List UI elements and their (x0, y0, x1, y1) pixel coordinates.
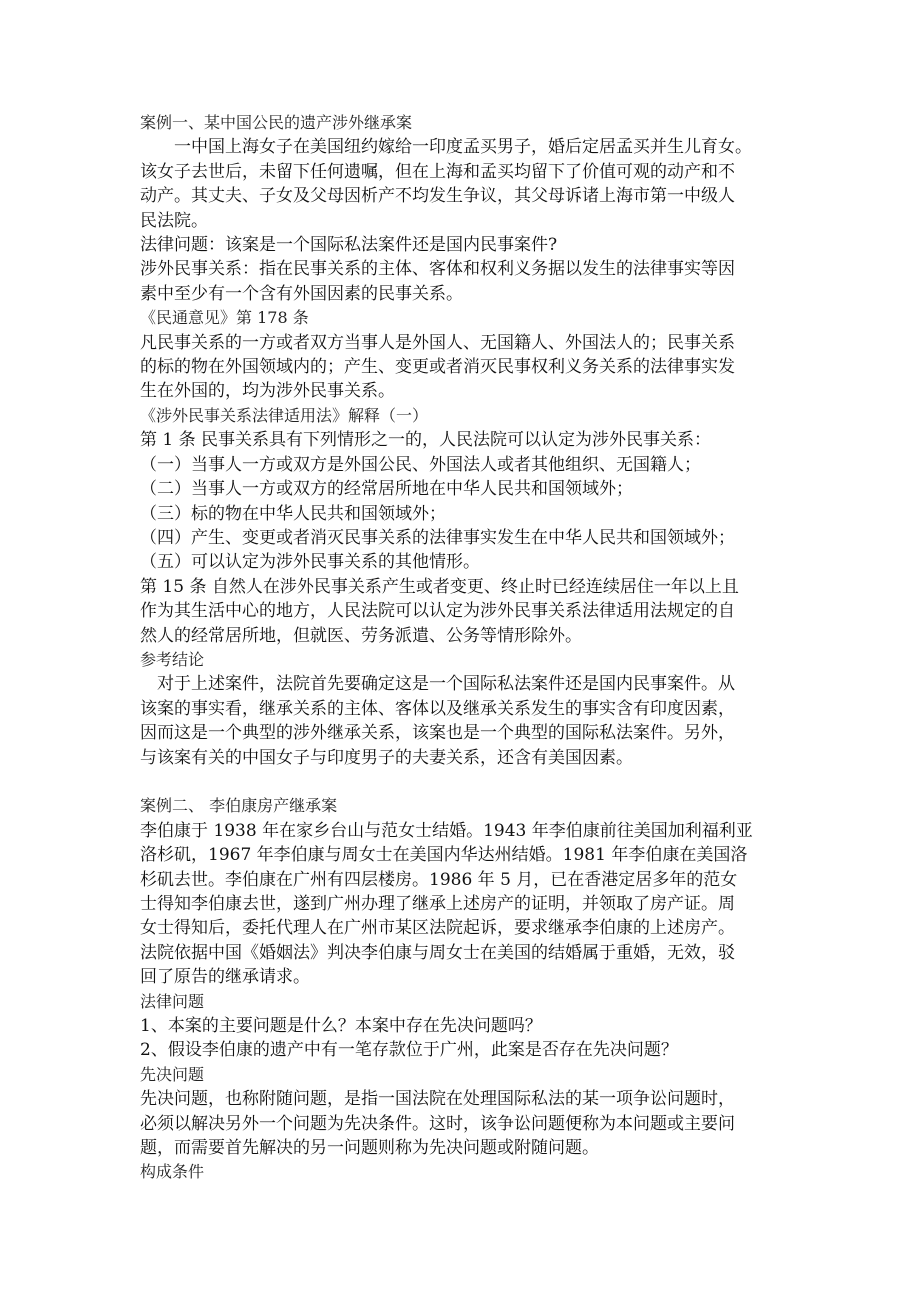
article-1: 第 1 条 民事关系具有下列情形之一的，人民法院可以认定为涉外民事关系： (140, 430, 712, 451)
article-15-line-1: 第 15 条 自然人在涉外民事关系产生或者变更、终止时已经连续居住一年以上且 (140, 576, 739, 597)
case1-title: 案例一、某中国公民的遗产涉外继承案 (140, 113, 413, 132)
question-2: 2、假设李伯康的遗产中有一笔存款位于广州，此案是否存在先决问题？ (140, 1040, 678, 1061)
opinion-line-1: 凡民事关系的一方或者双方当事人是外国人、无国籍人、外国法人的；民事关系 (140, 332, 735, 353)
case1-facts-line-2: 该女子去世后，未留下任何遗嘱，但在上海和孟买均留下了价值可观的动产和不 (140, 161, 735, 182)
case1-facts-line-3: 动产。其丈夫、子女及父母因析产不均发生争议，其父母诉诸上海市第一中级人 (140, 186, 735, 207)
case1-facts-line-4: 民法院。 (140, 210, 208, 231)
article-15-line-3: 然人的经常居所地，但就医、劳务派遣、公务等情形除外。 (140, 625, 582, 646)
case2-facts-line-4: 士得知李伯康去世，遂到广州办理了继承上述房产的证明，并领取了房产证。周 (140, 893, 735, 914)
definition-line-2: 素中至少有一个含有外国因素的民事关系。 (140, 283, 463, 304)
case1-facts-line-1: 一中国上海女子在美国纽约嫁给一印度孟买男子，婚后定居孟买并生儿育女。 (140, 137, 752, 158)
case1-legal-issue: 法律问题：该案是一个国际私法案件还是国内民事案件? (140, 235, 558, 256)
case2-facts-line-3: 杉矶去世。李伯康在广州有四层楼房。1986 年 5 月，已在香港定居多年的范女 (140, 869, 738, 890)
case2-facts-line-5: 女士得知后，委托代理人在广州市某区法院起诉，要求继承李伯康的上述房产。 (140, 918, 735, 939)
preliminary-line-2: 必须以解决另外一个问题为先决条件。这时，该争讼问题便称为本问题或主要问 (140, 1113, 735, 1134)
definition-line-1: 涉外民事关系：指在民事关系的主体、客体和权利义务据以发生的法律事实等因 (140, 259, 735, 280)
article-1-item-1: （一）当事人一方或双方是外国公民、外国法人或者其他组织、无国籍人； (140, 454, 701, 475)
opinion-line-3: 生在外国的，均为涉外民事关系。 (140, 381, 395, 402)
article-1-item-5: （五）可以认定为涉外民事关系的其他情形。 (140, 552, 480, 573)
conclusion-line-1: 对于上述案件，法院首先要确定这是一个国际私法案件还是国内民事案件。从 (140, 674, 735, 695)
section-spacer (140, 770, 820, 794)
conclusion-line-2: 该案的事实看，继承关系的主体、客体以及继承关系发生的事实含有印度因素， (140, 698, 735, 719)
preliminary-line-3: 题，而需要首先解决的另一问题则称为先决问题或附随问题。 (140, 1138, 599, 1159)
opinion-line-2: 的标的物在外国领域内的；产生、变更或者消灭民事权利义务关系的法律事实发 (140, 357, 735, 378)
question-1: 1、本案的主要问题是什么？本案中存在先决问题吗？ (140, 1016, 542, 1037)
case2-facts-line-2: 洛杉矶，1967 年李伯康与周女士在美国内华达州结婚。1981 年李伯康在美国洛 (140, 845, 748, 866)
article-1-item-3: （三）标的物在中华人民共和国领域外； (140, 503, 446, 524)
article-15-line-2: 作为其生活中心的地方，人民法院可以认定为涉外民事关系法律适用法规定的自 (140, 601, 735, 622)
conditions-title: 构成条件 (140, 1162, 205, 1182)
article-1-item-2: （二）当事人一方或双方的经常居所地在中华人民共和国领域外； (140, 479, 633, 500)
article-1-item-4: （四）产生、变更或者消灭民事关系的法律事实发生在中华人民共和国领域外； (140, 527, 735, 548)
preliminary-line-1: 先决问题，也称附随问题，是指一国法院在处理国际私法的某一项争讼问题时， (140, 1089, 735, 1110)
opinion-title: 《民通意见》第 178 条 (140, 308, 309, 328)
conclusion-title: 参考结论 (140, 649, 205, 669)
conclusion-line-4: 与该案有关的中国女子与印度男子的夫妻关系，还含有美国因素。 (140, 747, 633, 768)
legal-issues-title: 法律问题 (140, 991, 205, 1011)
case2-facts-line-6: 法院依据中国《婚姻法》判决李伯康与周女士在美国的结婚属于重婚，无效，驳 (140, 942, 735, 963)
case2-facts-line-1: 李伯康于 1938 年在家乡台山与范女士结婚。1943 年李伯康前往美国加利福利亚 (140, 820, 753, 841)
conclusion-line-3: 因而这是一个典型的涉外继承关系，该案也是一个典型的国际私法案件。另外， (140, 723, 735, 744)
case2-title: 案例二、 李伯康房产继承案 (140, 796, 338, 816)
law-title: 《涉外民事关系法律适用法》解释（一） (140, 405, 429, 425)
preliminary-title: 先决问题 (140, 1064, 205, 1084)
case2-facts-line-7: 回了原告的继承请求。 (140, 967, 310, 988)
